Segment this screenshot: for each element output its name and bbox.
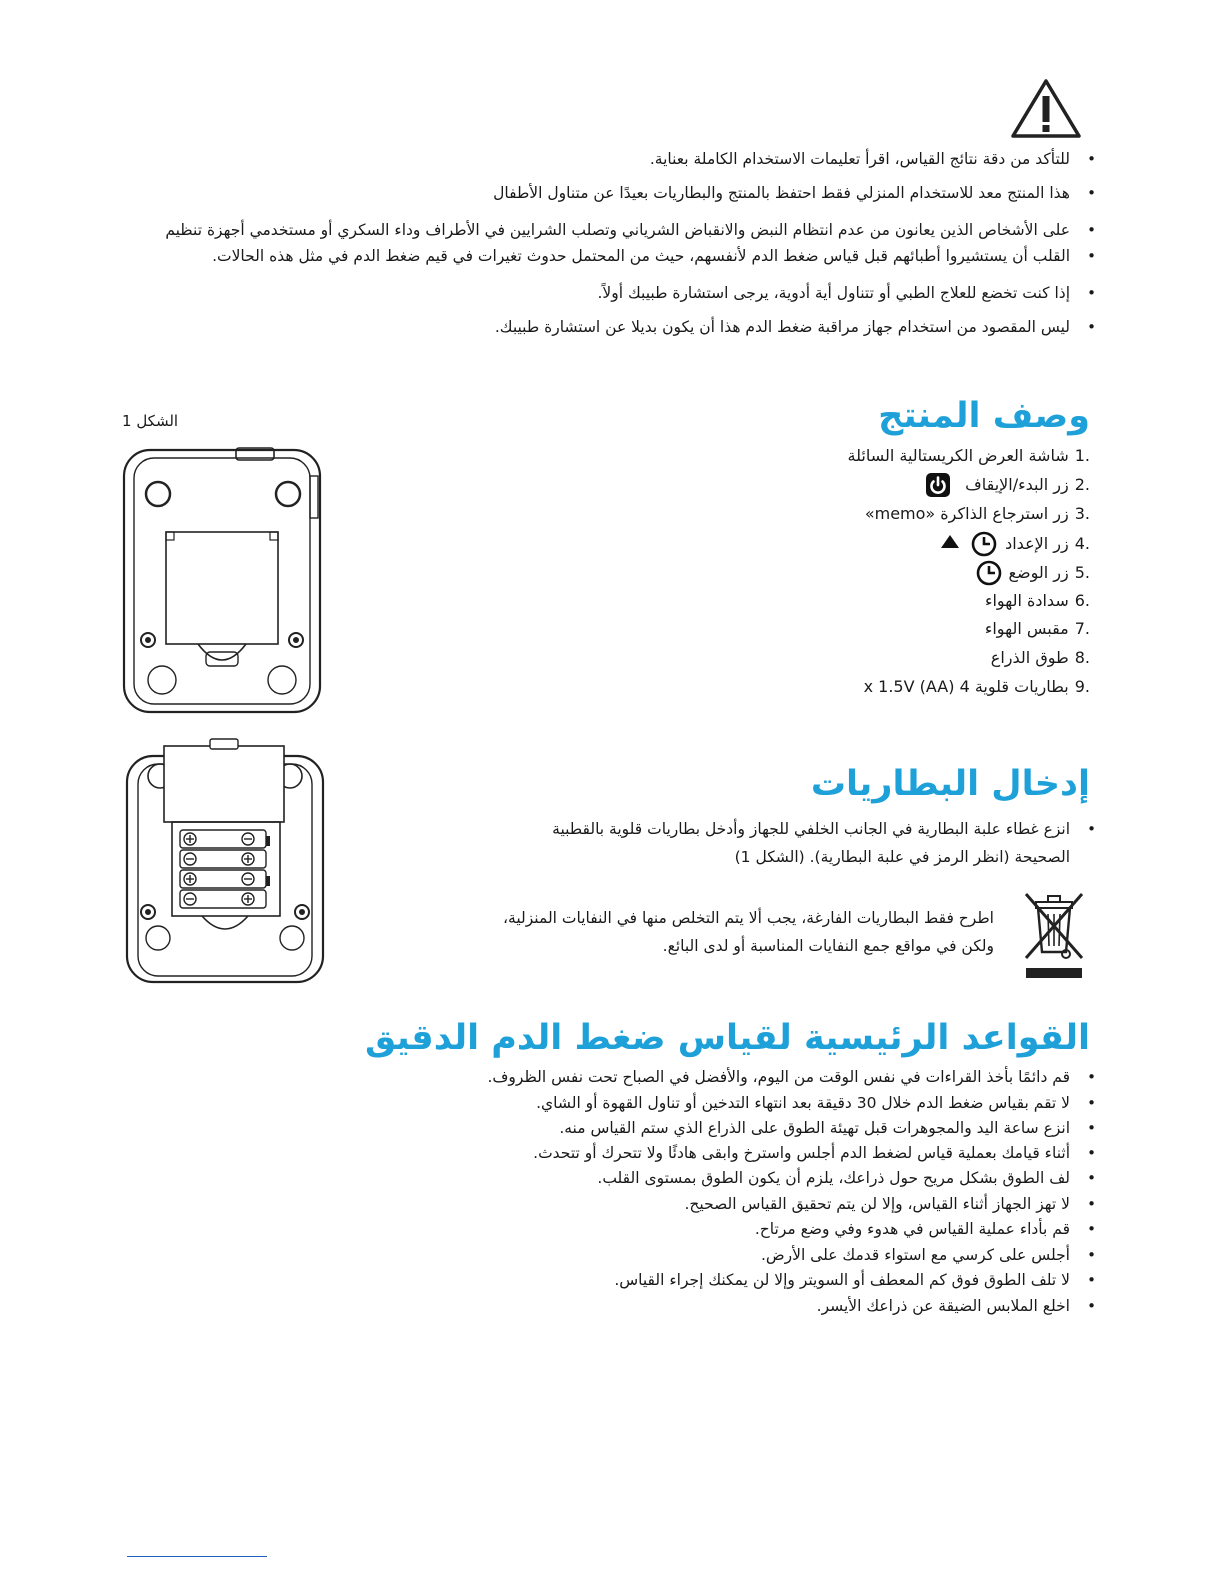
rule-item: • قم بأداء عملية القياس في هدوء وفي وضع مرتاح. bbox=[755, 1218, 1096, 1240]
battery-instruction bbox=[552, 815, 1096, 871]
figure-label: الشكل 1 bbox=[122, 412, 179, 430]
battery-disposal-note bbox=[434, 904, 994, 960]
warning-item: • للتأكد من دقة نتائج القياس، اقرأ تعليمات الاستخدام الكاملة بعناية. bbox=[650, 148, 1096, 170]
part-label: سدادة الهواء bbox=[984, 591, 1069, 610]
part-number: 3. bbox=[1074, 504, 1090, 523]
part-number: 7. bbox=[1074, 619, 1090, 638]
rule-item: • لا تقم بقياس ضغط الدم خلال 30 دقيقة بعد انتهاء التدخين أو تناول القهوة أو الشاي. bbox=[536, 1092, 1096, 1114]
part-label: طوق الذراع bbox=[990, 648, 1069, 667]
part-label: شاشة العرض الكريستالية السائلة bbox=[847, 446, 1069, 465]
rule-item: • لا تلف الطوق فوق كم المعطف أو السويتر وإلا لن يمكنك إجراء القياس. bbox=[614, 1269, 1096, 1291]
part-item bbox=[975, 560, 1091, 586]
measurement-rules-heading: القواعد الرئيسية لقياس ضغط الدم الدقيق bbox=[364, 1018, 1090, 1058]
clock-icon bbox=[975, 560, 1003, 586]
part-label: بطاريات قلوية 4 x 1.5V (AA) bbox=[863, 677, 1069, 696]
part-number: 5. bbox=[1074, 563, 1090, 582]
disposal-line: اطرح فقط البطاريات الفارغة، يجب ألا يتم التخلص منها في النفايات المنزلية، bbox=[503, 909, 994, 927]
part-item bbox=[925, 472, 1090, 498]
part-label: مقبس الهواء bbox=[984, 619, 1069, 638]
warning-triangle-icon bbox=[1010, 78, 1082, 140]
up-arrow-clock-icon bbox=[941, 531, 999, 557]
part-number: 1. bbox=[1074, 446, 1090, 465]
rule-item: • لا تهز الجهاز أثناء القياس، وإلا لن يتم تحقيق القياس الصحيح. bbox=[684, 1193, 1096, 1215]
part-label: زر استرجاع الذاكرة «memo» bbox=[864, 504, 1069, 523]
warning-item: • إذا كنت تخضع للعلاج الطبي أو تتناول أية أدوية، يرجى استشارة طبيبك أولاً. bbox=[597, 282, 1096, 304]
warning-item: • هذا المنتج معد للاستخدام المنزلي فقط احتفظ بالمنتج والبطاريات بعيدًا عن متناول الأطفال bbox=[493, 182, 1096, 204]
part-number: 4. bbox=[1074, 534, 1090, 553]
rule-item: • اخلع الملابس الضيقة عن ذراعك الأيسر. bbox=[817, 1295, 1096, 1317]
part-label: زر البدء/الإيقاف bbox=[965, 475, 1069, 494]
part-label: زر الإعداد bbox=[1005, 534, 1069, 553]
footer-rule bbox=[127, 1556, 267, 1557]
part-item bbox=[848, 444, 1091, 468]
part-number: 9. bbox=[1074, 677, 1090, 696]
part-number: 6. bbox=[1074, 591, 1090, 610]
power-icon bbox=[925, 472, 951, 498]
warning-item: • على الأشخاص الذين يعانون من عدم انتظام النبض والانقباض الشرياني وتصلب الشرايين في الأطراف وداء السكري أو مستخدمي أجهزة تنظيم bbox=[165, 219, 1096, 241]
rule-item: • انزع ساعة اليد والمجوهرات قبل تهيئة الطوق على الذراع الذي ستم القياس منه. bbox=[559, 1117, 1096, 1139]
warning-item: • ليس المقصود من استخدام جهاز مراقبة ضغط الدم هذا أن يكون بديلا عن استشارة طبيبك. bbox=[495, 316, 1096, 338]
rule-item: • أثناء قيامك بعملية قياس لضغط الدم أجلس واسترخ وابقى هادئًا ولا تتحرك أو تتحدث. bbox=[533, 1142, 1096, 1164]
warning-item: • القلب أن يستشيروا أطبائهم قبل قياس ضغط الدم لأنفسهم، حيث من المحتمل حدوث تغيرات في قيم ضغط الدم في مثل هذه الحالات. bbox=[212, 245, 1096, 267]
crossed-bin-icon bbox=[1022, 890, 1086, 982]
part-label: زر الوضع bbox=[1008, 563, 1069, 582]
battery-instruction-line: الصحيحة (انظر الرمز في علبة البطارية). (الشكل 1) bbox=[734, 848, 1070, 866]
disposal-line: ولكن في مواقع جمع النفايات المناسبة أو لدى البائع. bbox=[662, 937, 994, 955]
part-number: 2. bbox=[1074, 475, 1090, 494]
part-item bbox=[865, 502, 1090, 526]
part-item bbox=[991, 646, 1090, 670]
rule-item: • قم دائمًا بأخذ القراءات في نفس الوقت من اليوم، والأفضل في الصباح تحت نفس الظروف. bbox=[487, 1066, 1096, 1088]
device-back-figure bbox=[120, 446, 324, 716]
rule-item: • أجلس على كرسي مع استواء قدمك على الأرض. bbox=[761, 1244, 1096, 1266]
part-number: 8. bbox=[1074, 648, 1090, 667]
part-item bbox=[941, 531, 1090, 557]
product-description-heading: وصف المنتج bbox=[878, 396, 1090, 436]
part-item bbox=[985, 617, 1090, 641]
part-item bbox=[985, 589, 1090, 613]
rule-item: • لف الطوق بشكل مريح حول ذراعك، يلزم أن يكون الطوق بمستوى القلب. bbox=[597, 1167, 1096, 1189]
part-item bbox=[864, 675, 1090, 699]
battery-compartment-figure bbox=[124, 736, 326, 986]
battery-insertion-heading: إدخال البطاريات bbox=[810, 764, 1090, 804]
battery-instruction-line: انزع غطاء علبة البطارية في الجانب الخلفي للجهاز وأدخل بطاريات قلوية بالقطبية bbox=[552, 820, 1070, 838]
